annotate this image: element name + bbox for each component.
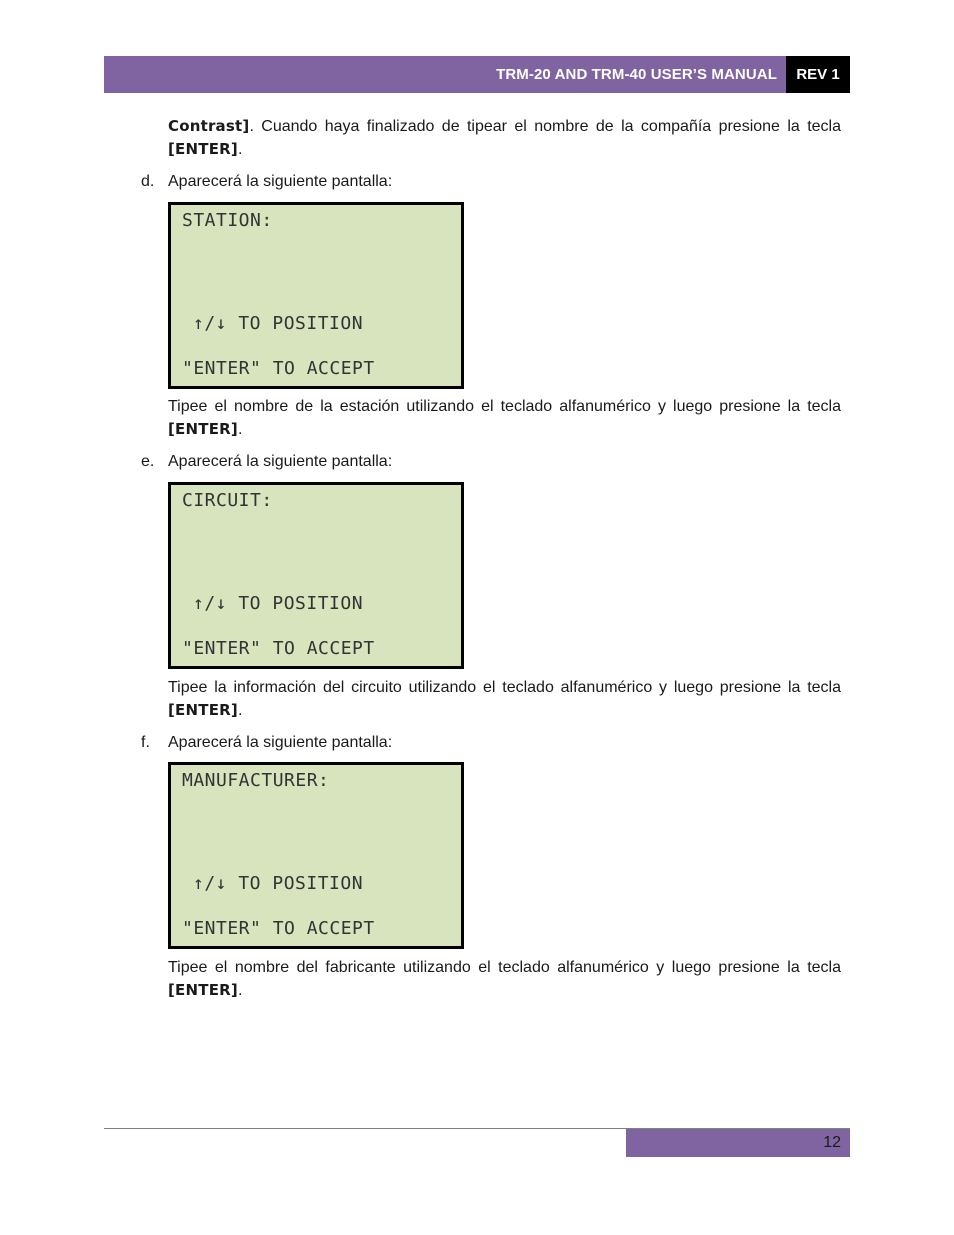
enter-key-label: [ENTER]	[168, 701, 238, 719]
step-text: Aparecerá la siguiente pantalla:	[168, 453, 393, 470]
step-text: Aparecerá la siguiente pantalla:	[168, 173, 393, 190]
footer-bar	[626, 1129, 850, 1157]
step-text: Aparecerá la siguiente pantalla:	[168, 734, 393, 751]
manual-title: TRM-20 AND TRM-40 USER’S MANUAL	[496, 66, 777, 83]
lcd-prompt: CIRCUIT:	[182, 490, 273, 511]
lcd-prompt: MANUFACTURER:	[182, 770, 330, 791]
step-letter: e.	[141, 453, 155, 470]
page-number: 12	[823, 1134, 841, 1151]
intro-text: . Cuando haya finalizado de tipear el nombre de la compañía presione la tecla	[249, 118, 841, 135]
lcd-accept-hint: "ENTER" TO ACCEPT	[182, 638, 375, 659]
lcd-prompt: STATION:	[182, 210, 273, 231]
step-d-instruction: Tipee el nombre de la estación utilizando el teclado alfanumérico y luego presione la tecla [ENTER].	[168, 398, 841, 438]
lcd-position-hint: ↑/↓ TO POSITION	[193, 313, 364, 334]
step-e	[141, 450, 392, 473]
step-f-instruction: Tipee el nombre del fabricante utilizando el teclado alfanumérico y luego presione la tecla [ENTER].	[168, 959, 841, 999]
contrast-key-label: Contrast]	[168, 117, 250, 135]
step-f	[141, 731, 392, 754]
lcd-accept-hint: "ENTER" TO ACCEPT	[182, 918, 375, 939]
lcd-screen-station	[168, 202, 464, 389]
lcd-accept-hint: "ENTER" TO ACCEPT	[182, 358, 375, 379]
lcd-screen-manufacturer	[168, 762, 464, 949]
step-letter: d.	[141, 173, 155, 190]
lcd-position-hint: ↑/↓ TO POSITION	[193, 593, 364, 614]
revision-badge: REV 1	[786, 56, 850, 93]
step-e-instruction: Tipee la información del circuito utilizando el teclado alfanumérico y luego presione la tecla [ENTER].	[168, 679, 841, 719]
lcd-screen-circuit	[168, 482, 464, 669]
lcd-position-hint: ↑/↓ TO POSITION	[193, 873, 364, 894]
enter-key-label: [ENTER]	[168, 981, 238, 999]
enter-key-label: [ENTER]	[168, 420, 238, 438]
header-bar	[104, 56, 786, 93]
enter-key-label: [ENTER]	[168, 140, 238, 158]
step-d	[141, 170, 392, 193]
step-letter: f.	[141, 734, 150, 751]
intro-paragraph: Contrast]. Cuando haya finalizado de tipear el nombre de la compañía presione la tecla [ENTER].	[168, 117, 841, 158]
